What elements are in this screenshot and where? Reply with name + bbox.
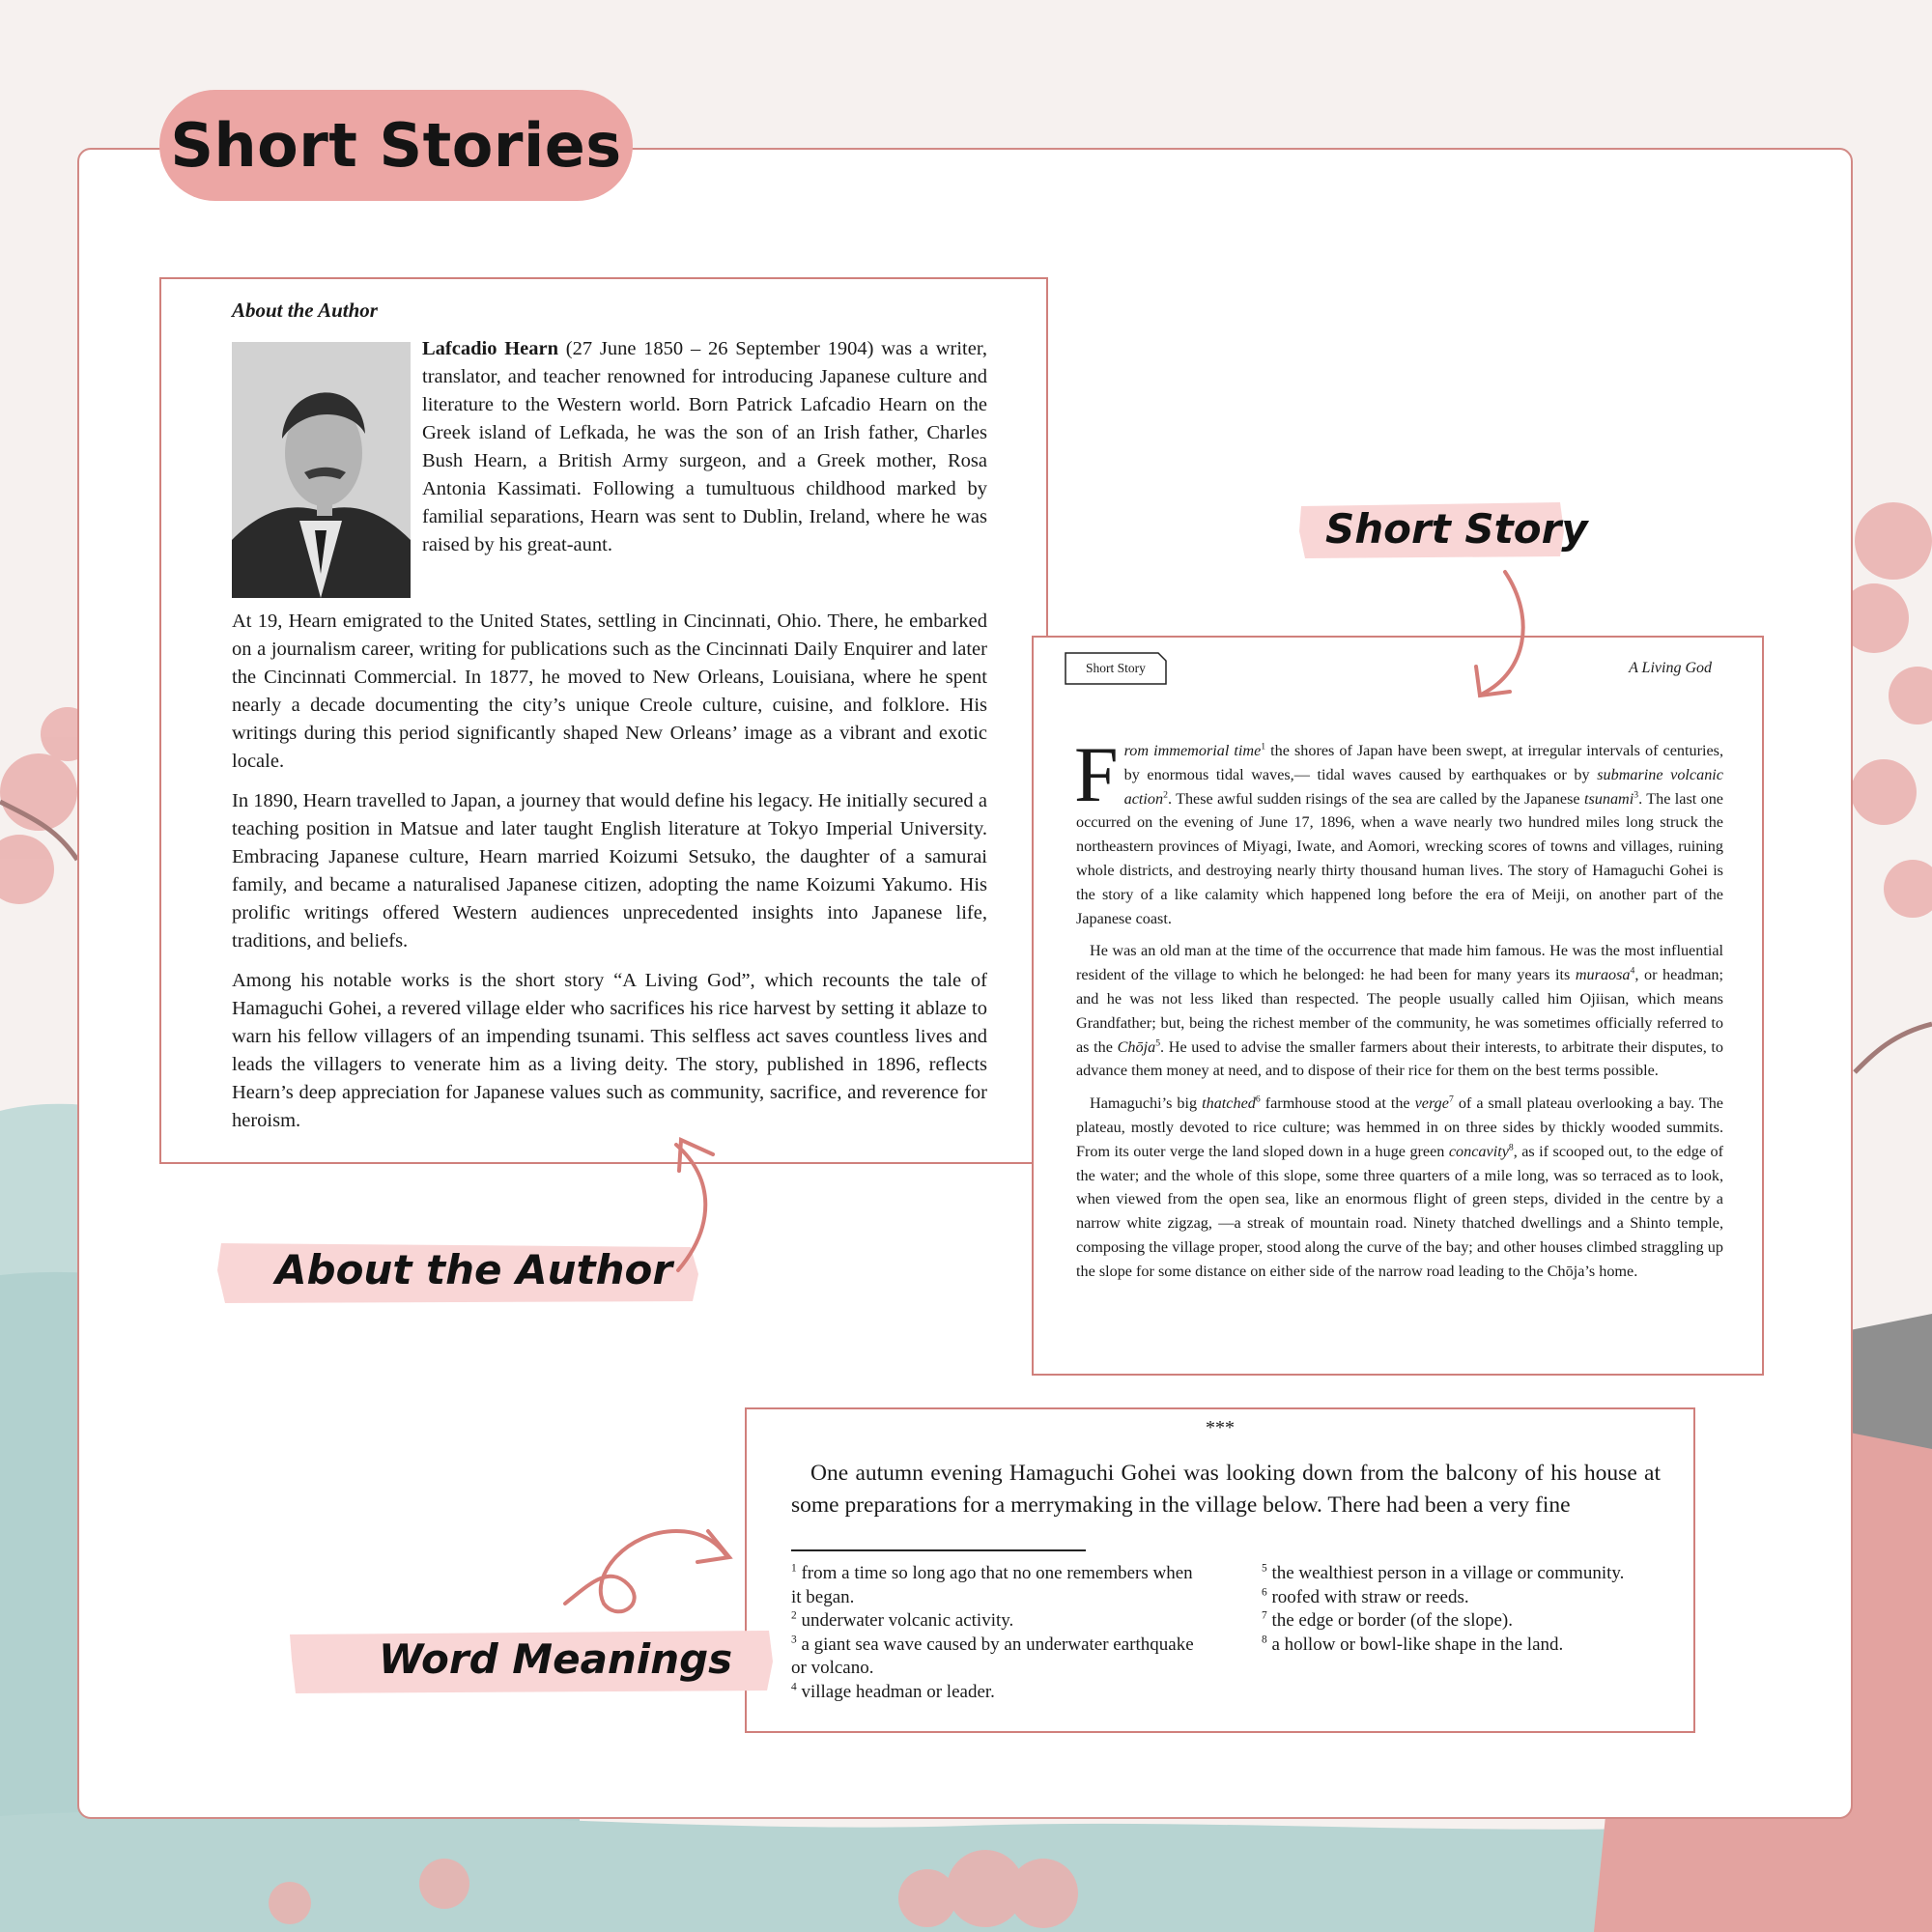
about-author-heading: About the Author	[232, 298, 378, 322]
drop-cap: F	[1074, 730, 1119, 818]
story-text: farmhouse stood at the	[1260, 1094, 1415, 1113]
story-paragraph	[1076, 939, 1723, 1083]
footnote-item	[791, 1609, 1197, 1634]
footnote-text: village headman or leader.	[796, 1681, 995, 1702]
story-paragraph	[1076, 1092, 1723, 1283]
word-meanings-label	[290, 1631, 773, 1693]
footnote-text: roofed with straw or reeds.	[1266, 1586, 1469, 1607]
story-tag-label: Short Story	[1086, 661, 1146, 675]
author-paragraph: At 19, Hearn emigrated to the United States, settling in Cincinnati, Ohio. There, he embarked on a journalism career, writing for publications such as the Cincinnati Daily Enquirer and later the Cincinnati Commercial. In 1877, he moved to New Orleans, Louisiana, where he spent nearly a decade documenting the city’s unique Creole culture, cuisine, and folklore. His writings during this period significantly shaped New Orleans’ image as a vibrant and exotic locale.	[232, 611, 987, 772]
short-story-label-text: Short Story	[1325, 505, 1588, 553]
word-meanings-box	[745, 1407, 1695, 1733]
story-text: submarine volcanic action	[1123, 765, 1723, 808]
footnote-divider	[791, 1549, 1086, 1551]
story-text: , or headman; and he was not less liked than respected. The people usually called him Ojiisan, which means Grandfather; but, being the richest member of the community, he was sometimes officially referred to as the	[1076, 966, 1723, 1056]
story-title: A Living God	[1629, 660, 1712, 676]
short-story-box	[1032, 636, 1764, 1376]
footnote-ref: 6	[1255, 1094, 1261, 1105]
footnotes-right	[1262, 1562, 1667, 1657]
footnote-ref: 8	[1508, 1142, 1514, 1153]
author-paragraph: Among his notable works is the short story “A Living God”, which recounts the tale of Hamaguchi Gohei, a revered village elder who sacrifices his rice harvest by setting it ablaze to warn his fellow villagers of an impending tsunami. This selfless act saves countless lives and leads the villagers to venerate him as a living deity. The story, published in 1896, reflects Hearn’s deep appreciation for Japanese values such as community, sacrifice, and reverence for heroism.	[232, 970, 987, 1131]
footnote-number: 4	[791, 1681, 797, 1693]
footnote-text: from a time so long ago that no one remembers when it began.	[791, 1563, 1193, 1607]
footnote-text: a giant sea wave caused by an underwater earthquake or volcano.	[791, 1634, 1194, 1678]
author-name: Lafcadio Hearn	[422, 338, 558, 359]
author-portrait	[232, 342, 411, 598]
story-body	[1074, 730, 1724, 1293]
author-intro-text: (27 June 1850 – 26 September 1904) was a writer, translator, and teacher renowned for introducing Japanese culture and literature to the Western world. Born Patrick Lafcadio Hearn on the Greek island of Lefkada, he was the son of an Irish father, Charles Bush Hearn, a British Army surgeon, and a Greek mother, Rosa Antonia Kassimati. Following a tumultuous childhood marked by familial separations, Hearn was sent to Dublin, Ireland, where he was raised by his great-aunt.	[422, 338, 987, 555]
short-story-label	[1299, 502, 1588, 558]
footnote-number: 7	[1262, 1609, 1267, 1622]
footnote-item	[791, 1562, 1197, 1609]
footnote-ref: 3	[1634, 789, 1639, 801]
story-text: . He used to advise the smaller farmers about their interests, to arbitrate their disputes, to advance them money at need, and to dispose of their rice for them on the best terms possible.	[1076, 1037, 1723, 1080]
footnote-ref: 4	[1630, 965, 1635, 977]
about-author-box	[159, 277, 1048, 1164]
page-title: Short Stories	[170, 110, 622, 181]
footnotes-left	[791, 1562, 1197, 1704]
continued-story-text: One autumn evening Hamaguchi Gohei was looking down from the balcony of his house at some preparations for a merrymaking in the village below. There had been a very fine	[791, 1461, 1661, 1518]
footnote-item	[791, 1681, 1197, 1705]
story-text: . The last one occurred on the evening of June 17, 1896, when a wave nearly two hundred miles long struck the northeastern provinces of Miyagi, Iwate, and Aomori, wrecking scores of towns and villages, ruining whole districts, and destroying nearly thirty thousand human lives. The story of Hamaguchi Gohei is the story of a like calamity which happened long before the era of Meiji, on another part of the Japanese coast.	[1076, 789, 1723, 927]
footnote-item	[1262, 1634, 1667, 1658]
footnote-number: 6	[1262, 1586, 1267, 1599]
author-paragraph: In 1890, Hearn travelled to Japan, a journey that would define his legacy. He initially secured a teaching position in Matsue and later taught English literature at Tokyo Imperial University. Embracing Japanese culture, Hearn married Koizumi Setsuko, the daughter of a samurai family, and became a naturalised Japanese citizen, adopting the name Koizumi Yakumo. His prolific writings offered Western audiences unprecedented insights into Japanese life, traditions, and beliefs.	[232, 790, 987, 952]
word-meanings-label-text: Word Meanings	[379, 1635, 733, 1683]
author-intro	[422, 335, 987, 559]
story-text: verge	[1414, 1094, 1449, 1113]
story-text: Hamaguchi’s big	[1090, 1094, 1203, 1113]
footnote-item	[791, 1634, 1197, 1681]
footnote-number: 5	[1262, 1562, 1267, 1575]
footnote-item	[1262, 1562, 1667, 1586]
footnote-text: underwater volcanic activity.	[796, 1610, 1014, 1631]
footnote-ref: 5	[1155, 1037, 1161, 1049]
footnote-text: the wealthiest person in a village or community.	[1266, 1563, 1625, 1583]
story-text: Chōja	[1117, 1037, 1156, 1056]
footnote-ref: 2	[1163, 789, 1168, 801]
story-text: . These awful sudden risings of the sea are called by the Japanese	[1167, 789, 1584, 808]
story-text: thatched	[1202, 1094, 1256, 1113]
about-author-label-text: About the Author	[275, 1246, 673, 1293]
footnote-text: a hollow or bowl-like shape in the land.	[1266, 1634, 1564, 1655]
section-break: ***	[1206, 1417, 1235, 1438]
story-text: concavity	[1448, 1142, 1509, 1160]
story-text: the shores of Japan have been swept, at irregular intervals of centuries, by enormous tidal waves,— tidal waves caused by earthquakes or by	[1123, 742, 1723, 783]
page-title-pill	[159, 90, 633, 201]
story-text: rom immemorial time	[1123, 742, 1262, 759]
author-paragraphs	[232, 608, 987, 1147]
footnote-number: 8	[1262, 1634, 1267, 1646]
story-paragraph	[1074, 730, 1723, 930]
story-text: tsunami	[1583, 789, 1634, 808]
story-text: He was an old man at the time of the occurrence that made him famous. He was the most influential resident of the village to which he belonged: he had been for many years its	[1076, 942, 1723, 984]
footnote-item	[1262, 1609, 1667, 1634]
footnote-ref: 7	[1448, 1094, 1454, 1105]
footnote-text: the edge or border (of the slope).	[1266, 1610, 1513, 1631]
footnote-number: 3	[791, 1634, 797, 1646]
story-text: , as if scooped out, to the edge of the water; and the whole of this slope, some three quarters of a mile long, was so terraced as to look, when viewed from the open sea, like an enormous flight of green steps, divided in the centre by a narrow white zigzag, —a streak of mountain road. Ninety thatched dwellings and a Shinto temple, composing the village proper, stood along the curve of the bay; and other houses climbed straggling up the slope for some distance on either side of the narrow road leading to the Chōja’s home.	[1076, 1142, 1724, 1280]
footnote-item	[1262, 1586, 1667, 1610]
about-author-label	[217, 1241, 700, 1304]
story-text: muraosa	[1575, 966, 1631, 984]
story-text: of a small plateau overlooking a bay. The plateau, mostly devoted to rice culture; was hemmed in on three sides by thickly wooded summits. From its outer verge the land sloped down in a huge green	[1076, 1094, 1723, 1160]
footnote-number: 1	[791, 1562, 797, 1575]
footnote-number: 2	[791, 1609, 797, 1622]
footnote-ref: 1	[1261, 741, 1266, 753]
